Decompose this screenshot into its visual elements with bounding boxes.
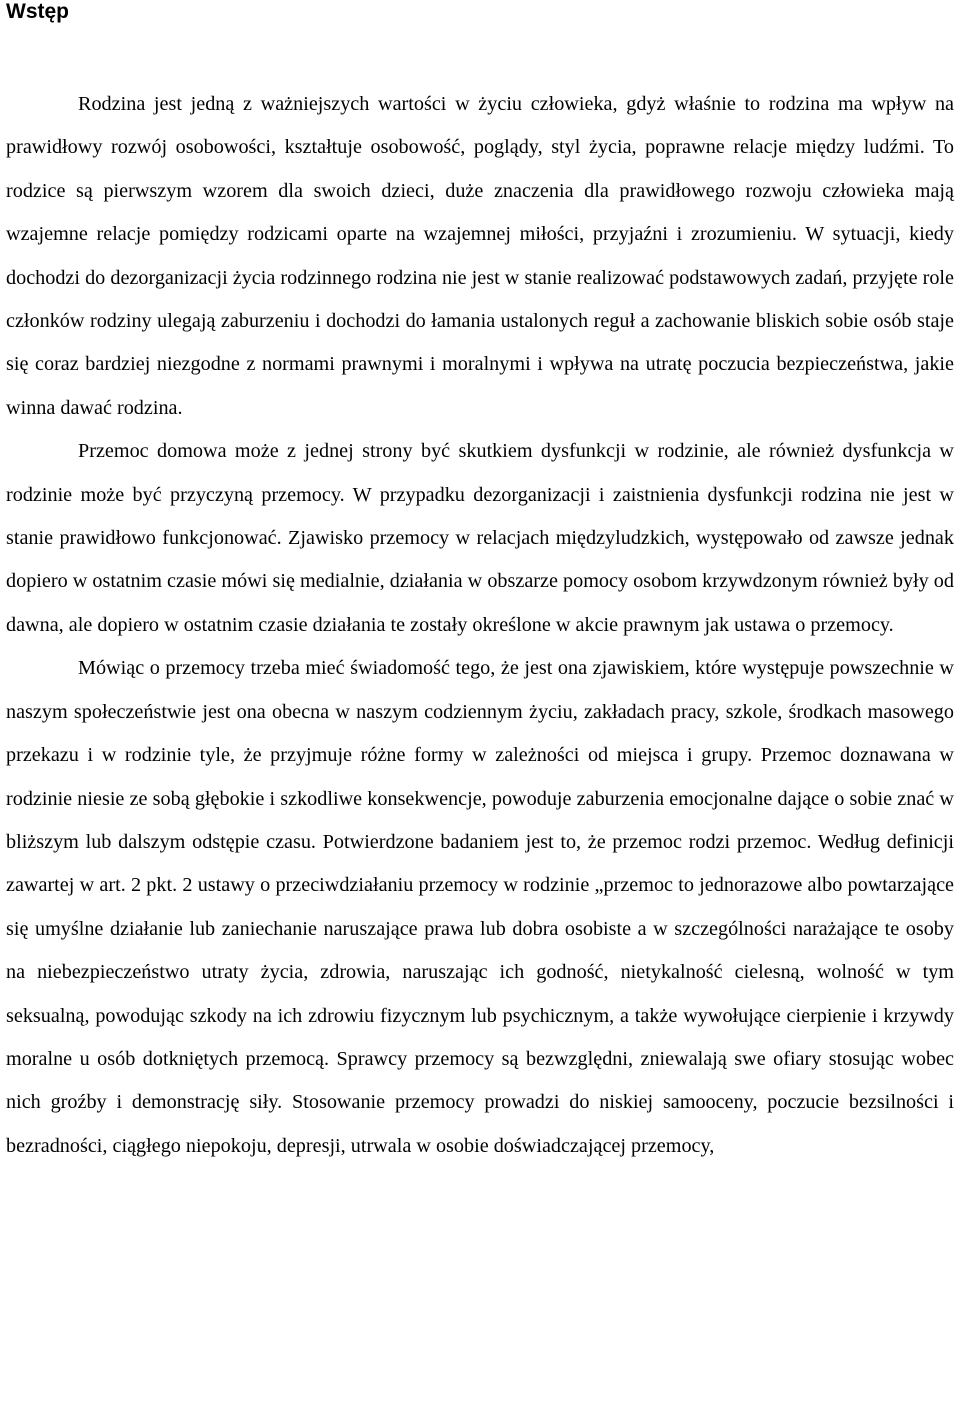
paragraph-2: Przemoc domowa może z jednej strony być skutkiem dysfunkcji w rodzinie, ale również dysfunkcja w rodzinie może być przyczyną przemocy. W przypadku dezorganizacji i zaistnienia dysfunkcji rodzina nie jest w stanie prawidłowo funkcjonować. Zjawisko przemocy w relacjach międzyludzkich, występowało od zawsze jednak dopiero w ostatnim czasie mówi się medialnie, działania w obszarze pomocy osobom krzywdzonym również były od dawna, ale dopiero w ostatnim czasie działania te zostały określone w akcie prawnym jak ustawa o przemocy. <box>6 440 954 636</box>
paragraph-1: Rodzina jest jedną z ważniejszych wartości w życiu człowieka, gdyż właśnie to rodzina ma wpływ na prawidłowy rozwój osobowości, kształtuje osobowość, poglądy, styl życia, poprawne relacje między ludźmi. To rodzice są pierwszym wzorem dla swoich dzieci, duże znaczenia dla prawidłowego rozwoju człowieka mają wzajemne relacje pomiędzy rodzicami oparte na wzajemnej miłości, przyjaźni i zrozumieniu. W sytuacji, kiedy dochodzi do dezorganizacji życia rodzinnego rodzina nie jest w stanie realizować podstawowych zadań, przyjęte role członków rodziny ulegają zaburzeniu i dochodzi do łamania ustalonych reguł a zachowanie bliskich sobie osób staje się coraz bardziej niezgodne z normami prawnymi i moralnymi i wpływa na utratę poczucia bezpieczeństwa, jakie winna dawać rodzina. <box>6 93 954 419</box>
document-body <box>6 83 954 1168</box>
paragraph-3: Mówiąc o przemocy trzeba mieć świadomość tego, że jest ona zjawiskiem, które występuje powszechnie w naszym społeczeństwie jest ona obecna w naszym codziennym życiu, zakładach pracy, szkole, środkach masowego przekazu i w rodzinie tyle, że przyjmuje różne formy w zależności od miejsca i grupy. Przemoc doznawana w rodzinie niesie ze sobą głębokie i szkodliwe konsekwencje, powoduje zaburzenia emocjonalne dające o sobie znać w bliższym lub dalszym odstępie czasu. Potwierdzone badaniem jest to, że przemoc rodzi przemoc. Według definicji zawartej w art. 2 pkt. 2 ustawy o przeciwdziałaniu przemocy w rodzinie „przemoc to jednorazowe albo powtarzające się umyślne działanie lub zaniechanie naruszające prawa lub dobra osobiste a w szczególności narażające te osoby na niebezpieczeństwo utraty życia, zdrowia, naruszając ich godność, nietykalność cielesną, wolność w tym seksualną, powodując szkody na ich zdrowiu fizycznym lub psychicznym, a także wywołujące cierpienie i krzywdy moralne u osób dotkniętych przemocą. Sprawcy przemocy są bezwzględni, zniewalają swe ofiary stosując wobec nich groźby i demonstrację siły. Stosowanie przemocy prowadzi do niskiej samooceny, poczucie bezsilności i bezradności, ciągłego niepokoju, depresji, utrwala w osobie doświadczającej przemocy, <box>6 657 954 1157</box>
section-heading: Wstęp <box>6 0 69 23</box>
